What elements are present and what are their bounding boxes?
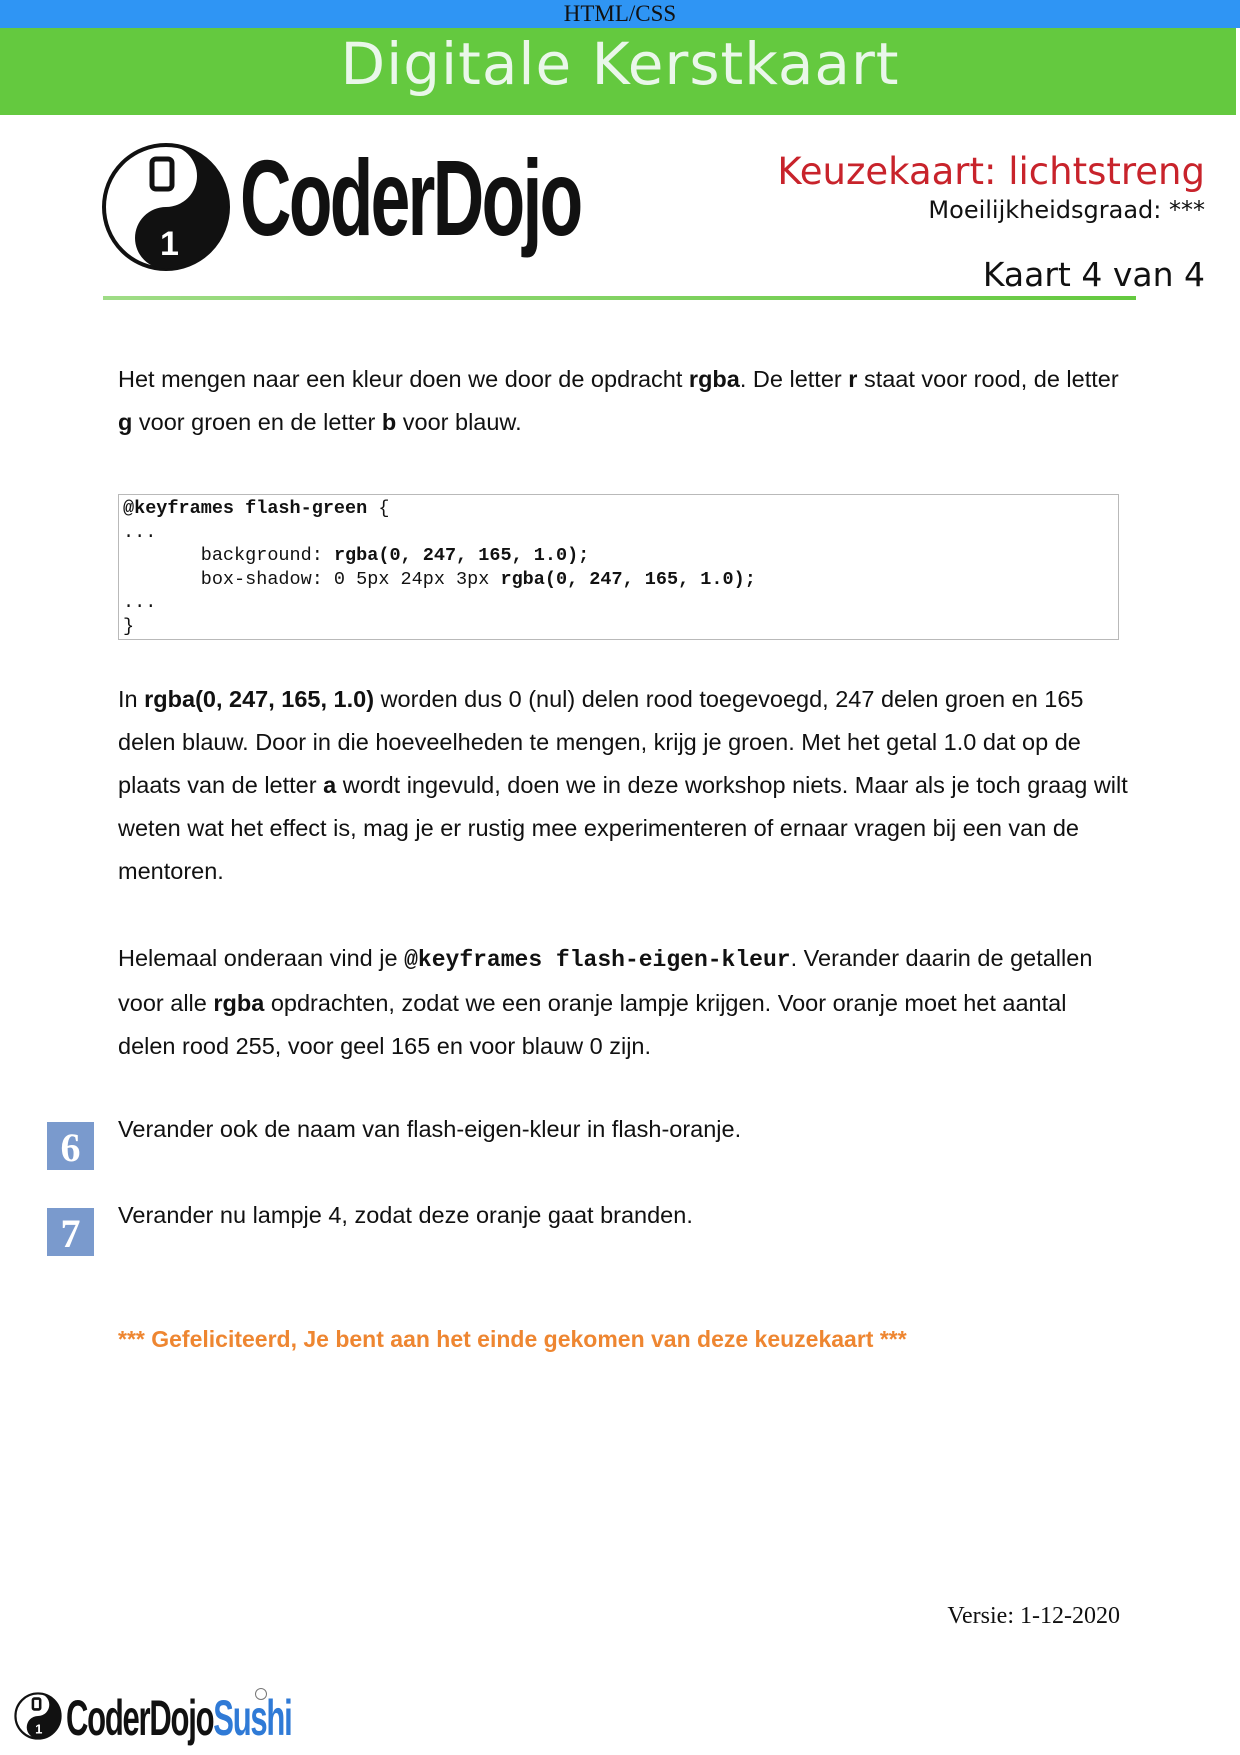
- inline-code: @keyframes flash-eigen-kleur: [404, 947, 791, 973]
- header-divider: [103, 296, 1136, 300]
- code-example-box: @keyframes flash-green { ... background: rgba(0, 247, 165, 1.0); box-shadow: 0 5px 24px 3px rgba(0, 247, 165, 1.0); ... }: [118, 494, 1119, 640]
- card-number: Kaart 4 van 4: [982, 255, 1205, 294]
- congratulations-message: *** Gefeliciteerd, Je bent aan het einde gekomen van deze keuzekaart ***: [118, 1326, 907, 1352]
- yin-yang-icon: [100, 137, 232, 277]
- svg-text:1: 1: [160, 225, 179, 263]
- yin-yang-small-icon: [14, 1689, 62, 1743]
- footer-logo-text: CoderDojoSushi: [66, 1690, 292, 1746]
- banner-title: Digitale Kerstkaart: [340, 30, 900, 98]
- top-header-label: HTML/CSS: [563, 1, 677, 26]
- code-line-2: ...: [123, 521, 157, 543]
- code-line-5: ...: [123, 592, 157, 613]
- step-7-text: Verander nu lampje 4, zodat deze oranje gaat branden.: [118, 1202, 693, 1228]
- coderdojo-sushi-logo: [14, 1685, 292, 1747]
- top-header-bar: [0, 0, 1240, 28]
- code-line-6: }: [123, 615, 135, 637]
- code-line-4: box-shadow: 0 5px 24px 3px: [123, 568, 501, 590]
- svg-text:1: 1: [35, 1721, 43, 1737]
- intro-paragraph: Het mengen naar een kleur doen we door de opdracht rgba. De letter r staat voor rood, de letter g voor groen en de letter b voor blauw.: [118, 366, 1119, 435]
- code-line-1: @keyframes flash-green: [123, 498, 368, 519]
- logo-text: CoderDojo: [240, 137, 581, 258]
- card-title: Keuzekaart: lichtstreng: [777, 150, 1205, 193]
- difficulty-label: Moeilijkheidsgraad: ***: [928, 196, 1205, 224]
- version-label: Versie: 1-12-2020: [947, 1603, 1120, 1629]
- registered-icon: [255, 1688, 267, 1700]
- title-banner: [0, 28, 1236, 115]
- code-line-3: background:: [123, 545, 334, 566]
- instruction-paragraph: Helemaal onderaan vind je @keyframes flash-eigen-kleur. Verander daarin de getallen voor alle rgba opdrachten, zodat we een oranje lampje krijgen. Voor oranje moet het aantal delen rood 255, voor geel 165 en voor blauw 0 zijn.: [118, 945, 1093, 1059]
- coderdojo-logo: [100, 132, 581, 282]
- explanation-paragraph: In rgba(0, 247, 165, 1.0) worden dus 0 (nul) delen rood toegevoegd, 247 delen groen en 165 delen blauw. Door in die hoeveelheden te mengen, krijg je groen. Met het getal 1.0 dat op de plaats van de letter a wordt ingevuld, doen we in deze workshop niets. Maar als je toch graag wilt weten wat het effect is, mag je er rustig mee experimenteren of ernaar vragen bij een van de mentoren.: [118, 686, 1128, 884]
- step-6-text: Verander ook de naam van flash-eigen-kleur in flash-oranje.: [118, 1116, 742, 1142]
- step-6-badge: 6: [47, 1122, 94, 1170]
- banner-edge: [1236, 28, 1240, 115]
- step-7-badge: 7: [47, 1208, 94, 1256]
